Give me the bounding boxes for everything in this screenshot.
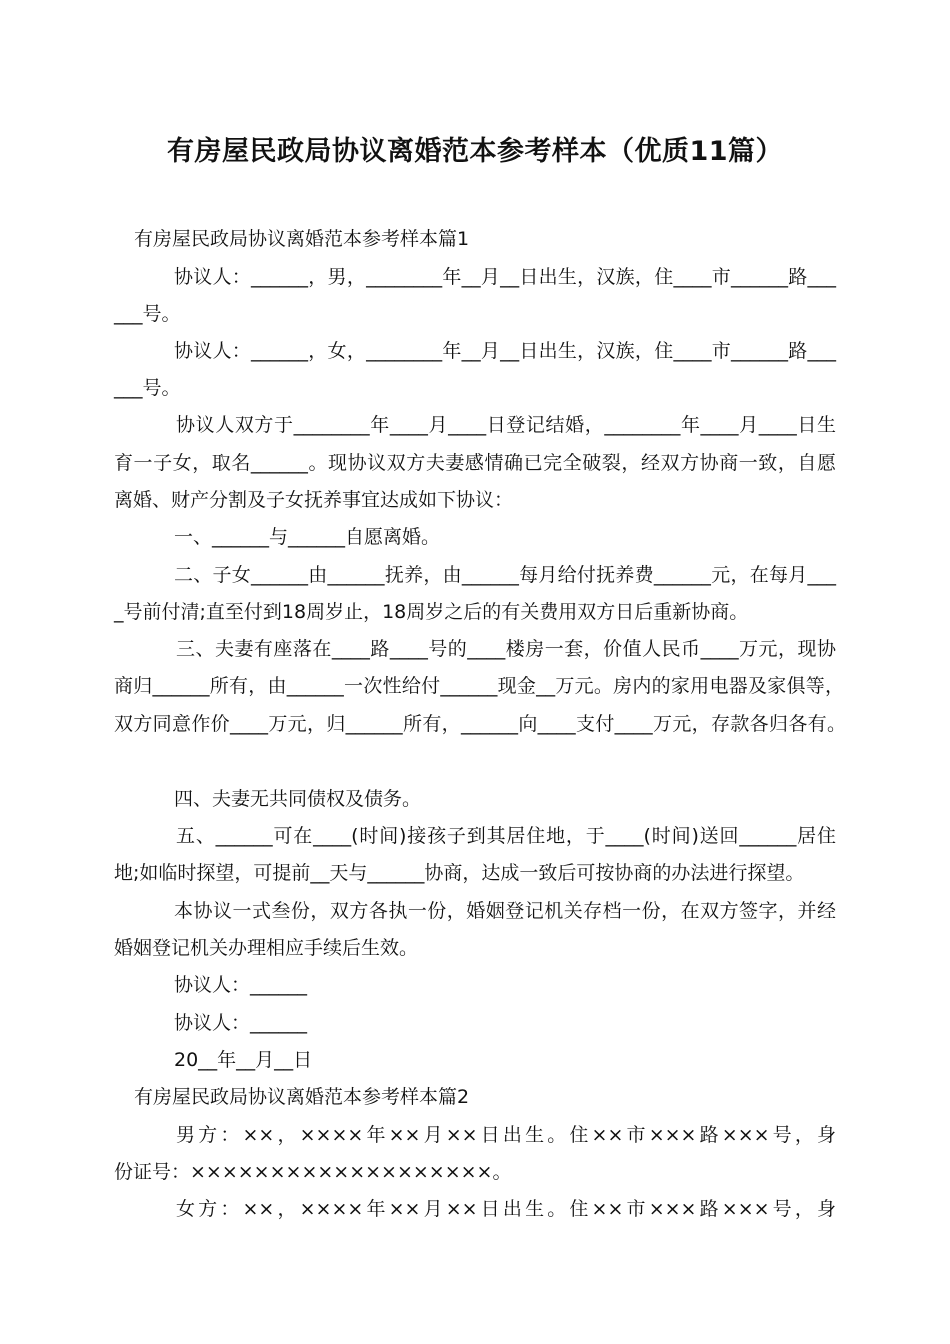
- paragraph-line: ___号。: [114, 303, 181, 325]
- paragraph-line: ___号。: [114, 377, 181, 399]
- clause-line: 四、夫妻无共同债权及债务。: [174, 788, 422, 810]
- section-heading: 有房屋民政局协议离婚范本参考样本篇1: [134, 228, 470, 250]
- paragraph-line: 协议人双方于________年____月____日登记结婚，________年____月____日生: [176, 414, 836, 436]
- document-title: 有房屋民政局协议离婚范本参考样本（优质11篇）: [166, 136, 784, 167]
- paragraph-line: 男方：××，××××年××月××日出生。住××市×××路×××号，身: [176, 1124, 836, 1146]
- paragraph-line: 离婚、财产分割及子女抚养事宜达成如下协议：: [114, 489, 514, 511]
- clause-line: 一、______与______自愿离婚。: [174, 526, 441, 548]
- clause-line: 二、子女______由______抚养，由______每月给付抚养费______元，在每月___: [174, 564, 836, 586]
- paragraph-line: 份证号：×××××××××××××××××××。: [114, 1161, 512, 1183]
- paragraph-line: 婚姻登记机关办理相应手续后生效。: [114, 937, 419, 959]
- clause-line: 五、______可在____(时间)接孩子到其居住地，于____(时间)送回______居住: [176, 825, 836, 847]
- signature-line: 协议人：______: [174, 974, 308, 996]
- clause-line: 双方同意作价____万元，归______所有，______向____支付____万元，存款各归各有。: [114, 713, 846, 735]
- clause-line: 商归______所有，由______一次性给付______现金__万元。房内的家用电器及家俱等，: [114, 675, 844, 697]
- signature-line: 协议人：______: [174, 1012, 308, 1034]
- paragraph-line: 女方：××，××××年××月××日出生。住××市×××路×××号，身: [176, 1198, 836, 1220]
- paragraph-line: 育一子女，取名______。现协议双方夫妻感情确已完全破裂，经双方协商一致，自愿: [114, 452, 836, 474]
- clause-line: 地;如临时探望，可提前__天与______协商，达成一致后可按协商的办法进行探望。: [114, 862, 805, 884]
- date-line: 20__年__月__日: [174, 1049, 313, 1071]
- section-heading: 有房屋民政局协议离婚范本参考样本篇2: [134, 1086, 470, 1108]
- paragraph-line: 本协议一式叁份，双方各执一份，婚姻登记机关存档一份，在双方签字，并经: [174, 900, 836, 922]
- clause-line: 三、夫妻有座落在____路____号的____楼房一套，价值人民币____万元，现协: [176, 638, 836, 660]
- clause-line: _号前付清;直至付到18周岁止，18周岁之后的有关费用双方日后重新协商。: [114, 601, 749, 623]
- paragraph-line: 协议人：______，男，________年__月__日出生，汉族，住____市______路___: [174, 266, 836, 288]
- paragraph-line: 协议人：______，女，________年__月__日出生，汉族，住____市______路___: [174, 340, 836, 362]
